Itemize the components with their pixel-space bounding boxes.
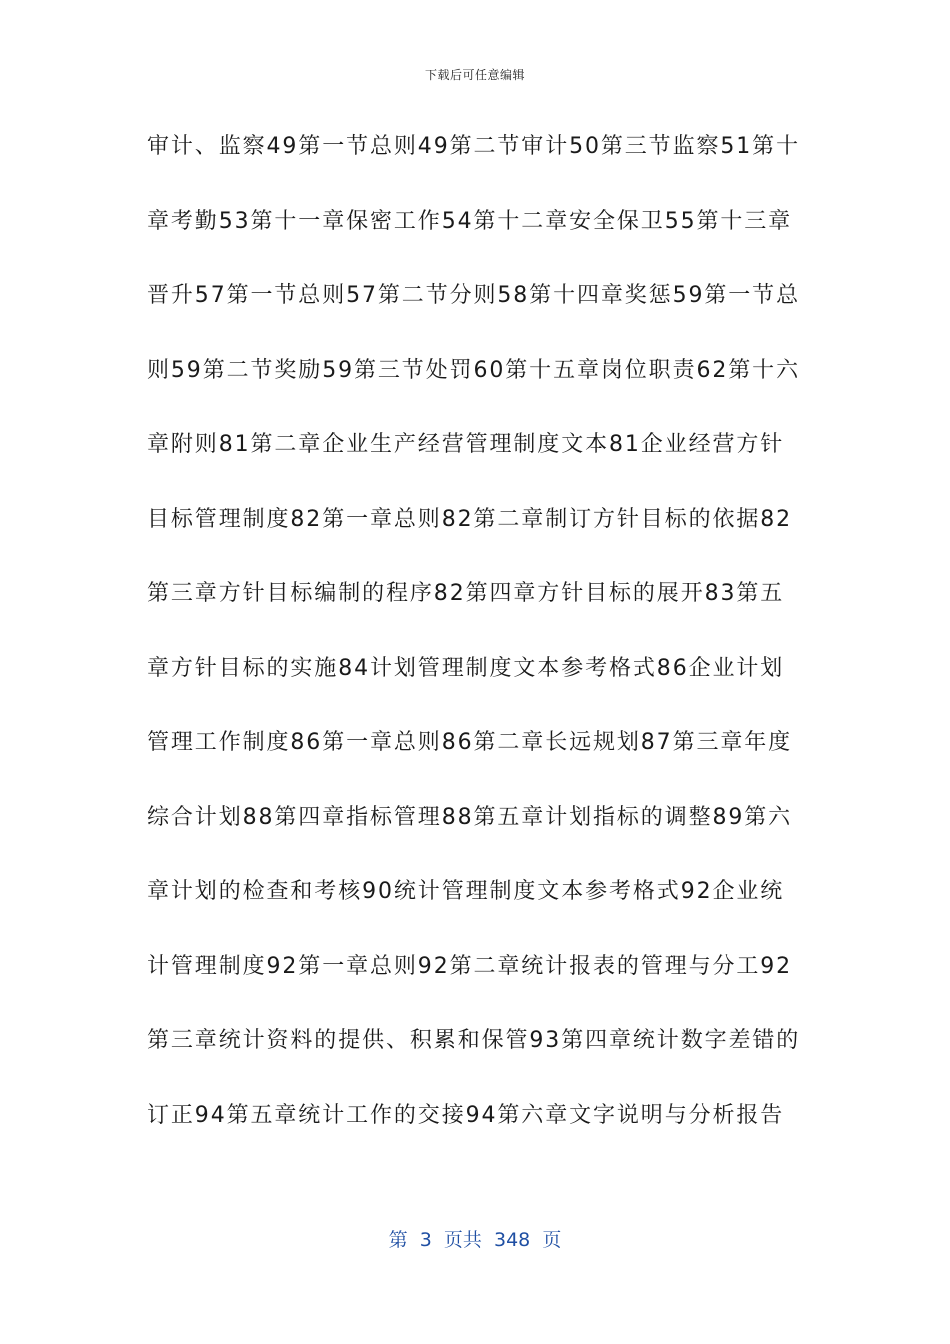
text-line: 章方针目标的实施84计划管理制度文本参考格式86企业计划 (147, 655, 785, 681)
page-number-footer: 第 3 页共 348 页 (388, 1229, 562, 1251)
page-header: 下载后可任意编辑 (424, 68, 525, 82)
text-line: 章考勤53第十一章保密工作54第十二章安全保卫55第十三章 (147, 208, 793, 234)
text-line: 章附则81第二章企业生产经营管理制度文本81企业经营方针 (147, 432, 785, 457)
text-line: 管理工作制度86第一章总则86第二章长远规划87第三章年度 (147, 730, 793, 755)
text-line: 第三章统计资料的提供、积累和保管93第四章统计数字差错的 (147, 1028, 801, 1053)
text-line: 订正94第五章统计工作的交接94第六章文字说明与分析报告 (147, 1102, 785, 1128)
text-line: 目标管理制度82第一章总则82第二章制订方针目标的依据82 (147, 506, 793, 532)
text-line: 第三章方针目标编制的程序82第四章方针目标的展开83第五 (147, 581, 785, 606)
document-body (147, 125, 827, 1168)
text-line: 晋升57第一节总则57第二节分则58第十四章奖惩59第一节总 (147, 283, 800, 308)
text-line: 审计、监察49第一节总则49第二节审计50第三节监察51第十 (147, 134, 800, 159)
text-line: 综合计划88第四章指标管理88第五章计划指标的调整89第六 (147, 804, 793, 830)
text-line: 章计划的检查和考核90统计管理制度文本参考格式92企业统 (147, 879, 785, 904)
text-line: 计管理制度92第一章总则92第二章统计报表的管理与分工92 (147, 953, 793, 979)
text-line: 则59第二节奖励59第三节处罚60第十五章岗位职责62第十六 (147, 357, 800, 383)
